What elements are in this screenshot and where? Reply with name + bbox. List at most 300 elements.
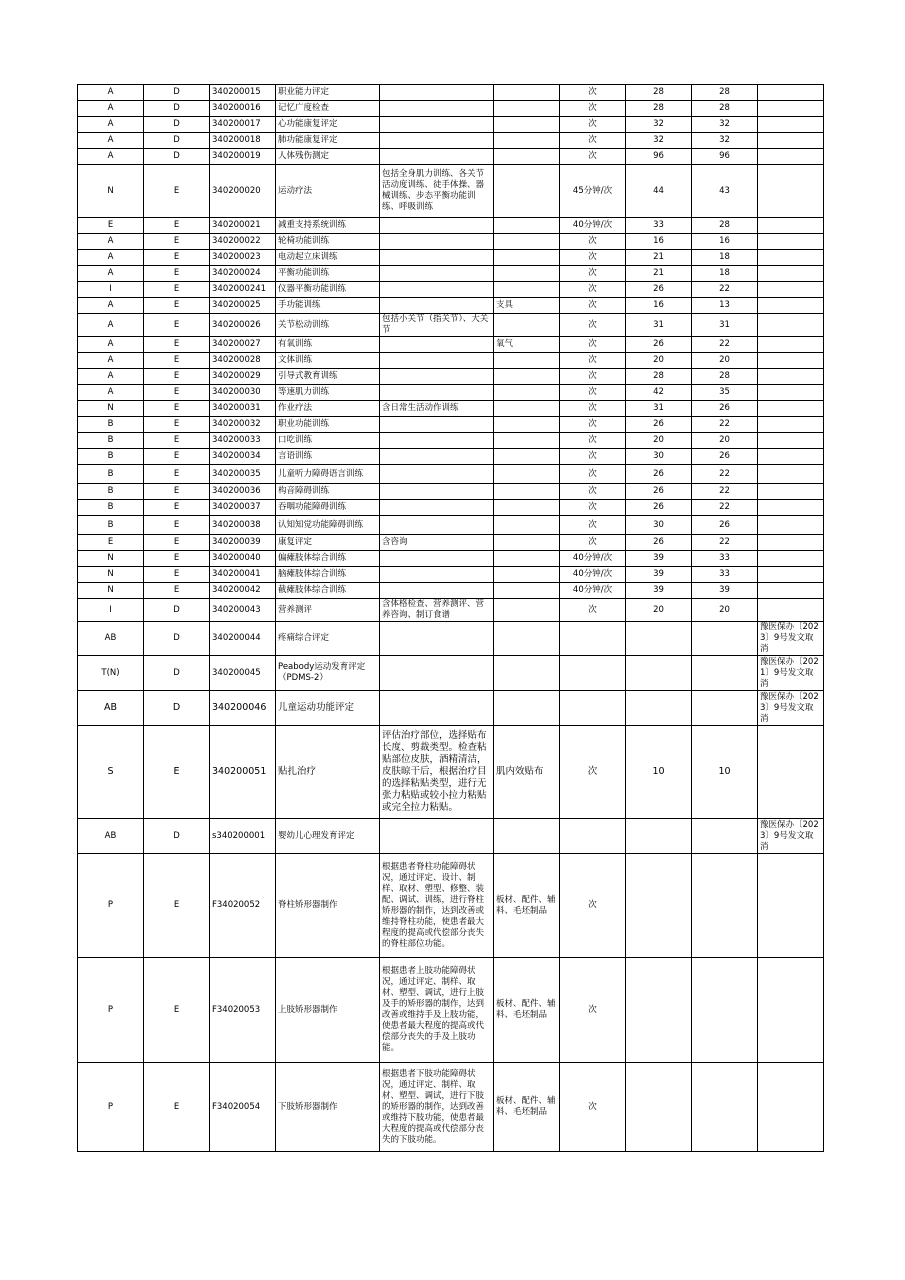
cell-price-a: 21: [626, 250, 692, 266]
cell-category: E: [78, 218, 144, 234]
cell-unit: 40分钟/次: [560, 218, 626, 234]
cell-unit: [560, 819, 626, 854]
cell-level: D: [144, 101, 210, 117]
cell-price-b: 22: [692, 465, 758, 484]
cell-unit: 次: [560, 314, 626, 337]
cell-price-a: [626, 854, 692, 958]
cell-note: 豫医保办〔2021〕9号发文取消: [758, 656, 824, 691]
cell-code: 340200041: [210, 567, 276, 583]
cell-unit: 次: [560, 854, 626, 958]
cell-content: [380, 234, 494, 250]
cell-note: [758, 516, 824, 535]
cell-price-b: 22: [692, 417, 758, 433]
cell-category: E: [78, 535, 144, 551]
cell-unit: 40分钟/次: [560, 583, 626, 599]
cell-code: 340200042: [210, 583, 276, 599]
cell-category: N: [78, 583, 144, 599]
table-row: [78, 234, 824, 250]
cell-note: [758, 1063, 824, 1152]
cell-excluded: [494, 567, 560, 583]
cell-content: [380, 101, 494, 117]
cell-price-b: 26: [692, 516, 758, 535]
cell-content: 根据患者下肢功能障碍状况，通过评定、制样、取材、塑型、调试，进行下肢的矫形器的制作，达到改善或维持下肢功能，使患者最大程度的提高或代偿部分丧失的下肢功能。: [380, 1063, 494, 1152]
cell-unit: 次: [560, 133, 626, 149]
cell-price-a: 26: [626, 337, 692, 353]
cell-excluded: [494, 234, 560, 250]
cell-unit: 次: [560, 149, 626, 165]
cell-category: T(N): [78, 656, 144, 691]
cell-price-a: 39: [626, 567, 692, 583]
cell-price-a: 30: [626, 449, 692, 465]
table-row: [78, 819, 824, 854]
cell-content: [380, 353, 494, 369]
cell-item-name: 吞咽功能障碍训练: [276, 500, 380, 516]
cell-item-name: 儿童听力障碍语言训练: [276, 465, 380, 484]
cell-note: [758, 298, 824, 314]
cell-unit: 次: [560, 433, 626, 449]
cell-price-a: [626, 958, 692, 1063]
cell-code: 340200044: [210, 622, 276, 656]
cell-note: [758, 101, 824, 117]
cell-code: 340200016: [210, 101, 276, 117]
cell-level: E: [144, 337, 210, 353]
cell-code: 340200023: [210, 250, 276, 266]
cell-unit: 次: [560, 401, 626, 417]
table-row: [78, 500, 824, 516]
cell-category: N: [78, 551, 144, 567]
cell-price-b: 28: [692, 85, 758, 101]
cell-note: [758, 314, 824, 337]
cell-level: E: [144, 958, 210, 1063]
cell-category: A: [78, 250, 144, 266]
cell-excluded: [494, 314, 560, 337]
cell-category: A: [78, 117, 144, 133]
cell-unit: 次: [560, 385, 626, 401]
cell-note: [758, 726, 824, 819]
cell-item-name: 构音障碍训练: [276, 484, 380, 500]
table-row: [78, 314, 824, 337]
cell-level: E: [144, 353, 210, 369]
cell-level: E: [144, 282, 210, 298]
cell-code: 340200045: [210, 656, 276, 691]
cell-content: [380, 516, 494, 535]
cell-item-name: 人体残伤测定: [276, 149, 380, 165]
cell-unit: 次: [560, 958, 626, 1063]
cell-excluded: [494, 516, 560, 535]
cell-code: 340200051: [210, 726, 276, 819]
cell-category: AB: [78, 622, 144, 656]
cell-content: 包括小关节（指关节）、大关节: [380, 314, 494, 337]
cell-content: [380, 337, 494, 353]
cell-item-name: 营养测评: [276, 599, 380, 622]
cell-category: AB: [78, 819, 144, 854]
cell-price-a: 26: [626, 417, 692, 433]
cell-excluded: [494, 691, 560, 726]
cell-price-a: [626, 819, 692, 854]
cell-level: E: [144, 449, 210, 465]
cell-unit: [560, 656, 626, 691]
cell-code: 340200034: [210, 449, 276, 465]
cell-category: A: [78, 369, 144, 385]
cell-content: [380, 149, 494, 165]
cell-price-a: 42: [626, 385, 692, 401]
cell-code: 3402000241: [210, 282, 276, 298]
cell-price-a: [626, 1063, 692, 1152]
cell-item-name: 平衡功能训练: [276, 266, 380, 282]
cell-excluded: [494, 465, 560, 484]
cell-excluded: [494, 417, 560, 433]
cell-level: D: [144, 149, 210, 165]
cell-code: F34020053: [210, 958, 276, 1063]
cell-unit: 40分钟/次: [560, 567, 626, 583]
cell-item-name: 言语训练: [276, 449, 380, 465]
cell-price-a: 20: [626, 599, 692, 622]
cell-note: [758, 567, 824, 583]
table-row: [78, 117, 824, 133]
cell-content: [380, 551, 494, 567]
cell-note: [758, 401, 824, 417]
cell-item-name: 贴扎治疗: [276, 726, 380, 819]
cell-level: D: [144, 819, 210, 854]
cell-content: [380, 85, 494, 101]
cell-price-a: 39: [626, 551, 692, 567]
cell-content: [380, 622, 494, 656]
cell-excluded: [494, 165, 560, 218]
cell-code: 340200039: [210, 535, 276, 551]
cell-price-b: 32: [692, 117, 758, 133]
cell-content: 含咨询: [380, 535, 494, 551]
cell-price-a: [626, 656, 692, 691]
cell-code: 340200040: [210, 551, 276, 567]
cell-price-b: 22: [692, 282, 758, 298]
cell-content: [380, 417, 494, 433]
cell-excluded: [494, 85, 560, 101]
cell-price-a: 16: [626, 234, 692, 250]
cell-item-name: 记忆广度检查: [276, 101, 380, 117]
cell-unit: 次: [560, 250, 626, 266]
cell-category: B: [78, 417, 144, 433]
cell-category: A: [78, 133, 144, 149]
cell-note: [758, 117, 824, 133]
cell-note: [758, 85, 824, 101]
cell-excluded: [494, 583, 560, 599]
cell-unit: 次: [560, 500, 626, 516]
cell-note: 豫医保办〔2023〕9号发文取消: [758, 819, 824, 854]
cell-price-a: 44: [626, 165, 692, 218]
table-row: [78, 149, 824, 165]
cell-level: E: [144, 417, 210, 433]
cell-price-b: 28: [692, 101, 758, 117]
cell-content: [380, 656, 494, 691]
cell-item-name: 婴幼儿心理发育评定: [276, 819, 380, 854]
cell-content: 包括全身肌力训练、各关节活动度训练、徒手体操、器械训练、步态平衡功能训练、呼吸训练: [380, 165, 494, 218]
cell-unit: [560, 691, 626, 726]
table-row: [78, 449, 824, 465]
cell-price-a: 16: [626, 298, 692, 314]
cell-category: B: [78, 433, 144, 449]
cell-note: [758, 484, 824, 500]
cell-code: 340200024: [210, 266, 276, 282]
cell-price-b: 18: [692, 266, 758, 282]
cell-category: A: [78, 149, 144, 165]
cell-note: [758, 165, 824, 218]
table-row: [78, 337, 824, 353]
cell-content: [380, 298, 494, 314]
cell-note: [758, 500, 824, 516]
cell-item-name: 有氧训练: [276, 337, 380, 353]
cell-excluded: [494, 266, 560, 282]
cell-content: 含体格检查、营养测评、营养咨询、制订食谱: [380, 599, 494, 622]
cell-category: A: [78, 298, 144, 314]
cell-excluded: [494, 449, 560, 465]
cell-price-b: 39: [692, 583, 758, 599]
cell-price-b: 22: [692, 500, 758, 516]
cell-code: 340200028: [210, 353, 276, 369]
table-row: [78, 417, 824, 433]
cell-price-a: 26: [626, 484, 692, 500]
cell-code: s340200001: [210, 819, 276, 854]
cell-item-name: Peabody运动发育评定（PDMS-2）: [276, 656, 380, 691]
cell-content: [380, 250, 494, 266]
cell-price-a: 31: [626, 314, 692, 337]
cell-content: 根据患者脊柱功能障碍状况，通过评定、设计、制样、取材、塑型、修整、装配、调试、训练，进行脊柱矫形器的制作，达到改善或维持脊柱功能，使患者最大程度的提高或代偿部分丧失的脊柱部位功能。: [380, 854, 494, 958]
table-row: [78, 165, 824, 218]
cell-item-name: 等速肌力训练: [276, 385, 380, 401]
cell-level: E: [144, 298, 210, 314]
cell-price-b: 33: [692, 567, 758, 583]
cell-content: [380, 385, 494, 401]
cell-category: I: [78, 282, 144, 298]
cell-category: I: [78, 599, 144, 622]
cell-price-a: 30: [626, 516, 692, 535]
cell-content: [380, 567, 494, 583]
cell-category: B: [78, 449, 144, 465]
cell-code: 340200033: [210, 433, 276, 449]
cell-excluded: [494, 133, 560, 149]
table-row: [78, 516, 824, 535]
cell-excluded: [494, 551, 560, 567]
table-row: [78, 298, 824, 314]
cell-price-b: 32: [692, 133, 758, 149]
cell-note: [758, 149, 824, 165]
cell-note: [758, 551, 824, 567]
cell-note: [758, 250, 824, 266]
cell-unit: [560, 622, 626, 656]
cell-code: F34020054: [210, 1063, 276, 1152]
cell-code: 340200036: [210, 484, 276, 500]
cell-note: [758, 218, 824, 234]
cell-item-name: 疼痛综合评定: [276, 622, 380, 656]
cell-category: P: [78, 1063, 144, 1152]
cell-item-name: 手功能训练: [276, 298, 380, 314]
cell-price-a: 20: [626, 353, 692, 369]
table-row: [78, 85, 824, 101]
cell-note: [758, 337, 824, 353]
cell-price-b: [692, 656, 758, 691]
table-row: [78, 282, 824, 298]
cell-category: B: [78, 516, 144, 535]
table-row: [78, 465, 824, 484]
cell-level: E: [144, 854, 210, 958]
cell-category: A: [78, 353, 144, 369]
cell-excluded: 板材、配件、辅料、毛坯制品: [494, 958, 560, 1063]
cell-content: 评估治疗部位，选择贴布长度、剪裁类型。检查粘贴部位皮肤，酒精清洁，皮肤晾干后，根据治疗目的选择粘贴类型，进行无张力粘贴或较小拉力粘贴或完全拉力粘贴。: [380, 726, 494, 819]
cell-code: 340200035: [210, 465, 276, 484]
table-row: [78, 691, 824, 726]
cell-item-name: 心功能康复评定: [276, 117, 380, 133]
cell-code: 340200018: [210, 133, 276, 149]
cell-item-name: 减重支持系统训练: [276, 218, 380, 234]
cell-content: [380, 433, 494, 449]
cell-content: [380, 117, 494, 133]
cell-price-b: [692, 691, 758, 726]
cell-code: 340200043: [210, 599, 276, 622]
table-row: [78, 250, 824, 266]
cell-level: E: [144, 583, 210, 599]
cell-excluded: [494, 282, 560, 298]
cell-price-a: 28: [626, 85, 692, 101]
table-row: [78, 726, 824, 819]
table-row: [78, 133, 824, 149]
cell-excluded: [494, 401, 560, 417]
cell-code: 340200015: [210, 85, 276, 101]
cell-category: A: [78, 234, 144, 250]
cell-excluded: [494, 500, 560, 516]
cell-price-a: 39: [626, 583, 692, 599]
cell-level: E: [144, 726, 210, 819]
table-row: [78, 369, 824, 385]
cell-note: 豫医保办〔2023〕9号发文取消: [758, 691, 824, 726]
cell-price-b: 22: [692, 337, 758, 353]
cell-code: 340200019: [210, 149, 276, 165]
cell-price-b: 35: [692, 385, 758, 401]
cell-note: [758, 433, 824, 449]
cell-price-b: 43: [692, 165, 758, 218]
cell-item-name: 脊柱矫形器制作: [276, 854, 380, 958]
cell-code: 340200032: [210, 417, 276, 433]
cell-content: 含日常生活动作训练: [380, 401, 494, 417]
cell-content: [380, 819, 494, 854]
cell-level: E: [144, 484, 210, 500]
table-row: [78, 567, 824, 583]
cell-unit: 次: [560, 298, 626, 314]
cell-item-name: 职业能力评定: [276, 85, 380, 101]
cell-category: AB: [78, 691, 144, 726]
cell-level: D: [144, 599, 210, 622]
cell-content: [380, 500, 494, 516]
cell-category: B: [78, 500, 144, 516]
cell-price-a: 10: [626, 726, 692, 819]
cell-note: [758, 369, 824, 385]
cell-excluded: [494, 369, 560, 385]
cell-unit: 次: [560, 234, 626, 250]
cell-level: E: [144, 266, 210, 282]
cell-note: [758, 417, 824, 433]
cell-item-name: 文体训练: [276, 353, 380, 369]
cell-level: E: [144, 535, 210, 551]
cell-category: P: [78, 854, 144, 958]
cell-excluded: 肌内效贴布: [494, 726, 560, 819]
cell-unit: 40分钟/次: [560, 551, 626, 567]
cell-category: A: [78, 266, 144, 282]
cell-note: [758, 282, 824, 298]
table-row: [78, 599, 824, 622]
cell-code: 340200030: [210, 385, 276, 401]
cell-level: D: [144, 133, 210, 149]
cell-item-name: 仪器平衡功能训练: [276, 282, 380, 298]
cell-excluded: [494, 484, 560, 500]
cell-item-name: 口吃训练: [276, 433, 380, 449]
cell-note: [758, 854, 824, 958]
cell-code: 340200020: [210, 165, 276, 218]
cell-category: S: [78, 726, 144, 819]
cell-price-a: 26: [626, 500, 692, 516]
cell-excluded: [494, 149, 560, 165]
cell-price-b: 16: [692, 234, 758, 250]
cell-price-b: 96: [692, 149, 758, 165]
cell-category: N: [78, 165, 144, 218]
cell-price-b: [692, 819, 758, 854]
cell-content: [380, 266, 494, 282]
cell-unit: 次: [560, 516, 626, 535]
cell-level: E: [144, 567, 210, 583]
cell-code: 340200029: [210, 369, 276, 385]
cell-code: 340200031: [210, 401, 276, 417]
cell-excluded: [494, 101, 560, 117]
cell-price-b: 26: [692, 401, 758, 417]
cell-level: E: [144, 250, 210, 266]
table-row: [78, 433, 824, 449]
cell-item-name: 肺功能康复评定: [276, 133, 380, 149]
cell-content: [380, 691, 494, 726]
cell-item-name: 轮椅功能训练: [276, 234, 380, 250]
cell-price-a: 26: [626, 282, 692, 298]
cell-excluded: [494, 819, 560, 854]
cell-price-b: 20: [692, 353, 758, 369]
cell-price-a: 26: [626, 535, 692, 551]
cell-excluded: 板材、配件、辅料、毛坯制品: [494, 854, 560, 958]
cell-price-b: 22: [692, 535, 758, 551]
cell-content: [380, 449, 494, 465]
table-row: [78, 101, 824, 117]
cell-price-b: 10: [692, 726, 758, 819]
cell-level: E: [144, 385, 210, 401]
cell-excluded: 氧气: [494, 337, 560, 353]
cell-price-b: 20: [692, 433, 758, 449]
cell-price-b: 33: [692, 551, 758, 567]
cell-item-name: 电动起立床训练: [276, 250, 380, 266]
cell-code: 340200025: [210, 298, 276, 314]
cell-excluded: 板材、配件、辅料、毛坯制品: [494, 1063, 560, 1152]
cell-unit: 45分钟/次: [560, 165, 626, 218]
cell-unit: 次: [560, 101, 626, 117]
cell-level: E: [144, 1063, 210, 1152]
cell-price-b: 22: [692, 484, 758, 500]
cell-item-name: 运动疗法: [276, 165, 380, 218]
cell-price-a: 28: [626, 369, 692, 385]
cell-content: 根据患者上肢功能障碍状况，通过评定、制样、取材、塑型、调试，进行上肢及手的矫形器的制作，达到改善或维持手及上肢功能，使患者最大程度的提高或代偿部分丧失的手及上肢功能。: [380, 958, 494, 1063]
cell-level: E: [144, 516, 210, 535]
cell-price-a: 33: [626, 218, 692, 234]
cell-unit: 次: [560, 535, 626, 551]
cell-level: E: [144, 314, 210, 337]
cell-level: E: [144, 433, 210, 449]
cell-level: E: [144, 234, 210, 250]
cell-code: 340200046: [210, 691, 276, 726]
cell-price-a: 31: [626, 401, 692, 417]
cell-level: D: [144, 117, 210, 133]
cell-item-name: 康复评定: [276, 535, 380, 551]
